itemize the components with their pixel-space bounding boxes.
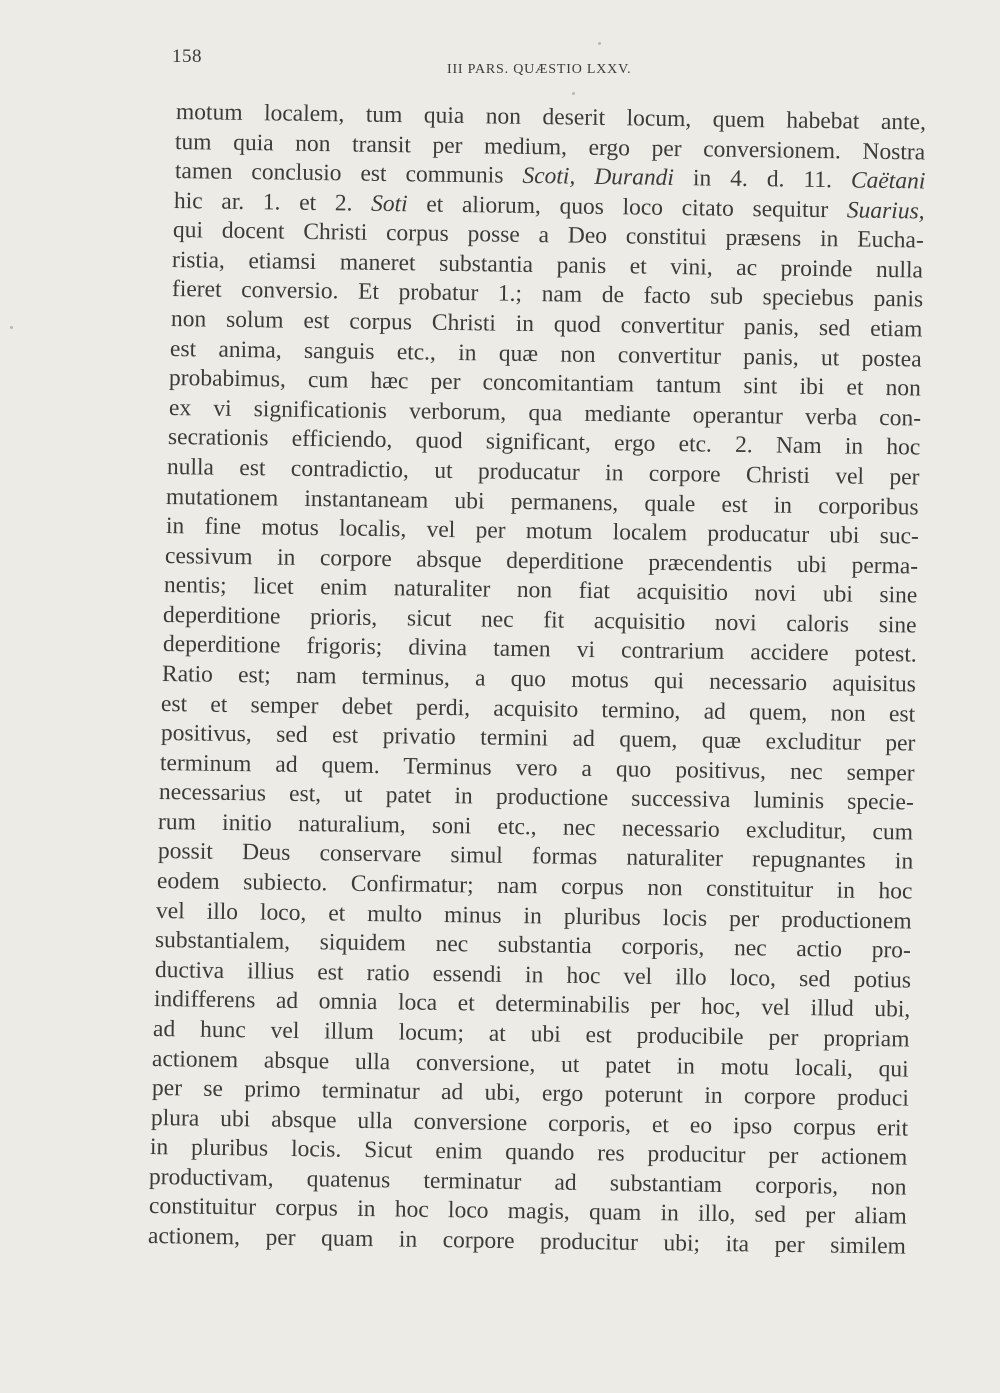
text-run: in pluribus locis. Sicut enim quando res producitur per actionem (150, 1134, 908, 1171)
text-run: ex vi significationis verborum, qua mediante operantur verba con- (168, 394, 921, 432)
italic-name: Scoti, Durandi (521, 163, 674, 192)
text-run: est anima, sanguis etc., in quæ non convertitur panis, ut postea (169, 335, 922, 373)
italic-name: Suarius, (846, 197, 925, 225)
text-run: actionem, per quam in corpore producitur ubi; ita per similem (147, 1223, 907, 1260)
text-run: est et semper debet perdi, acquisito termino, ad quem, non est (161, 690, 916, 728)
text-run: plura ubi absque ulla conversione corporis, et eo ipso corpus erit (150, 1104, 909, 1142)
paper-speck (572, 92, 575, 95)
text-run: tamen conclusio est communis (174, 158, 523, 190)
text-run: eodem subiecto. Confirmatur; nam corpus non constituitur in hoc (156, 868, 913, 905)
text-run: deperditione prioris, sicut nec fit acquisitio novi caloris sine (163, 601, 918, 639)
text-run: indifferens ad omnia loca et determinabilis per hoc, vel illud ubi, (153, 986, 911, 1023)
text-run: Ratio est; nam terminus, a quo motus qui necessario aquisitus (161, 661, 917, 698)
text-run: probabimus, cum hæc per concomitantiam tantum sint ibi et non (169, 365, 922, 402)
text-run: ductiva illius est ratio essendi in hoc vel illo loco, sed potius (154, 956, 911, 994)
running-head: III PARS. QUÆSTIO LXXV. (447, 62, 632, 77)
text-run: mutationem instantaneam ubi permanens, quale est in corporibus (166, 483, 920, 521)
text-run: terminum ad quem. Terminus vero a quo positivus, nec semper (159, 749, 915, 787)
text-run: tum quia non transit per medium, ergo per conversionem. Nostra (175, 128, 926, 166)
text-run: possit Deus conservare simul formas naturaliter repugnantes in (157, 838, 913, 876)
text-run: in fine motus localis, vel per motum localem producatur ubi suc- (165, 513, 919, 550)
text-run: et aliorum, quos loco citato sequitur (407, 190, 847, 224)
paper-speck (598, 42, 601, 45)
text-run: motum localem, tum quia non deserit locum, quem habebat ante, (175, 99, 927, 136)
text-run: hic ar. 1. et 2. (173, 187, 372, 217)
text-run: secrationis efficiendo, quod significant, ergo etc. 2. Nam in hoc (167, 424, 921, 461)
text-run: positivus, sed est privatio termini ad quem, quæ excluditur per (160, 720, 916, 757)
text-run: nulla est contradictio, ut producatur in corpore Christi vel per (166, 453, 920, 491)
text-run: actionem absque ulla conversione, ut patet in motu locali, qui (152, 1045, 910, 1083)
text-run: ad hunc vel illum locum; at ubi est producibile per propriam (152, 1015, 910, 1053)
italic-name: Soti (370, 190, 408, 217)
text-run: productivam, quatenus terminatur ad substantiam corporis, non (149, 1163, 908, 1201)
text-run: rum initio naturalium, soni etc., nec necessario excluditur, cum (158, 808, 914, 846)
text-run: necessarius est, ut patet in productione successiva luminis specie- (158, 779, 914, 816)
text-run: deperditione frigoris; divina tamen vi contrarium accidere potest. (162, 631, 917, 668)
text-run: nentis; licet enim naturaliter non fiat acquisitio novi ubi sine (164, 572, 918, 609)
text-run: per se primo terminatur ad ubi, ergo poterunt in corpore produci (151, 1075, 909, 1112)
text-run: ristia, etiamsi maneret substantia panis et vini, ac proinde nulla (172, 246, 924, 284)
text-run: constituitur corpus in hoc loco magis, quam in illo, sed per aliam (148, 1193, 907, 1230)
text-run: vel illo loco, et multo minus in pluribus locis per productionem (155, 897, 912, 935)
page-number: 158 (172, 46, 202, 67)
italic-name: Caëtani (850, 167, 926, 195)
text-run: qui docent Christi corpus posse a Deo constitui præsens in Eucha- (172, 217, 924, 254)
text-run: non solum est corpus Christi in quod convertitur panis, sed etiam (170, 306, 923, 343)
text-run: fieret conversio. Et probatur 1.; nam de facto sub speciebus panis (171, 276, 923, 313)
text-run: in 4. d. 11. (673, 165, 851, 194)
text-run: substantialem, siquidem nec substantia corporis, nec actio pro- (155, 927, 912, 964)
paper-speck (10, 326, 13, 329)
text-run: cessivum in corpore absque deperditione præcendentis ubi perma- (164, 542, 919, 580)
